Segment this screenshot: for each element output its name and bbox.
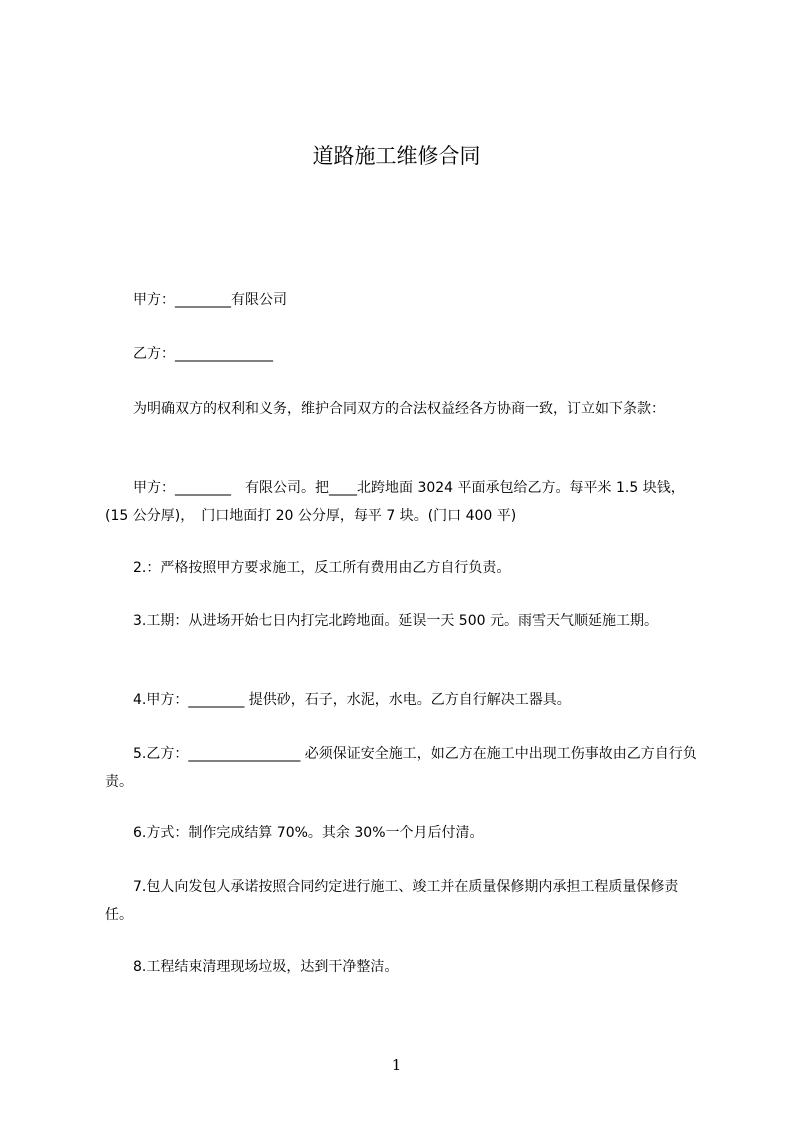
page-number: 1	[391, 1056, 402, 1074]
clause-4-paragraph: 4.甲方：________ 提供砂，石子，水泥，水电。乙方自行解决工器具。	[105, 692, 571, 708]
party-a-line: 甲方：________有限公司	[105, 292, 287, 308]
clause-7-paragraph: 7.包人向发包人承诺按照合同约定进行施工、竣工并在质量保修期内承担工程质量保修责任。	[105, 879, 679, 923]
clause-5-paragraph: 5.乙方：________________ 必须保证安全施工，如乙方在施工中出现工伤事故由乙方自行负责。	[105, 746, 697, 790]
document-title: 道路施工维修合同	[312, 144, 481, 168]
preamble-paragraph: 为明确双方的权利和义务，维护合同双方的合法权益经各方协商一致，订立如下条款：	[105, 401, 665, 417]
clause-2-paragraph: 2.：严格按照甲方要求施工，反工所有费用由乙方自行负责。	[105, 560, 511, 576]
clause-8-paragraph: 8.工程结束清理现场垃圾，达到干净整洁。	[105, 959, 399, 975]
clause-6-paragraph: 6.方式：制作完成结算 70%。其余 30%一个月后付清。	[105, 825, 484, 841]
clause-3-paragraph: 3.工期：从进场开始七日内打完北跨地面。延误一天 500 元。雨雪天气顺延施工期。	[105, 613, 658, 629]
clause-1-paragraph: 甲方：________ 有限公司。把____北跨地面 3024 平面承包给乙方。每平米 1.5 块钱，(15 公分厚)， 门口地面打 20 公分厚，每平 7 块。(门口 400 平)	[105, 480, 685, 524]
party-b-line: 乙方：______________	[105, 346, 273, 362]
